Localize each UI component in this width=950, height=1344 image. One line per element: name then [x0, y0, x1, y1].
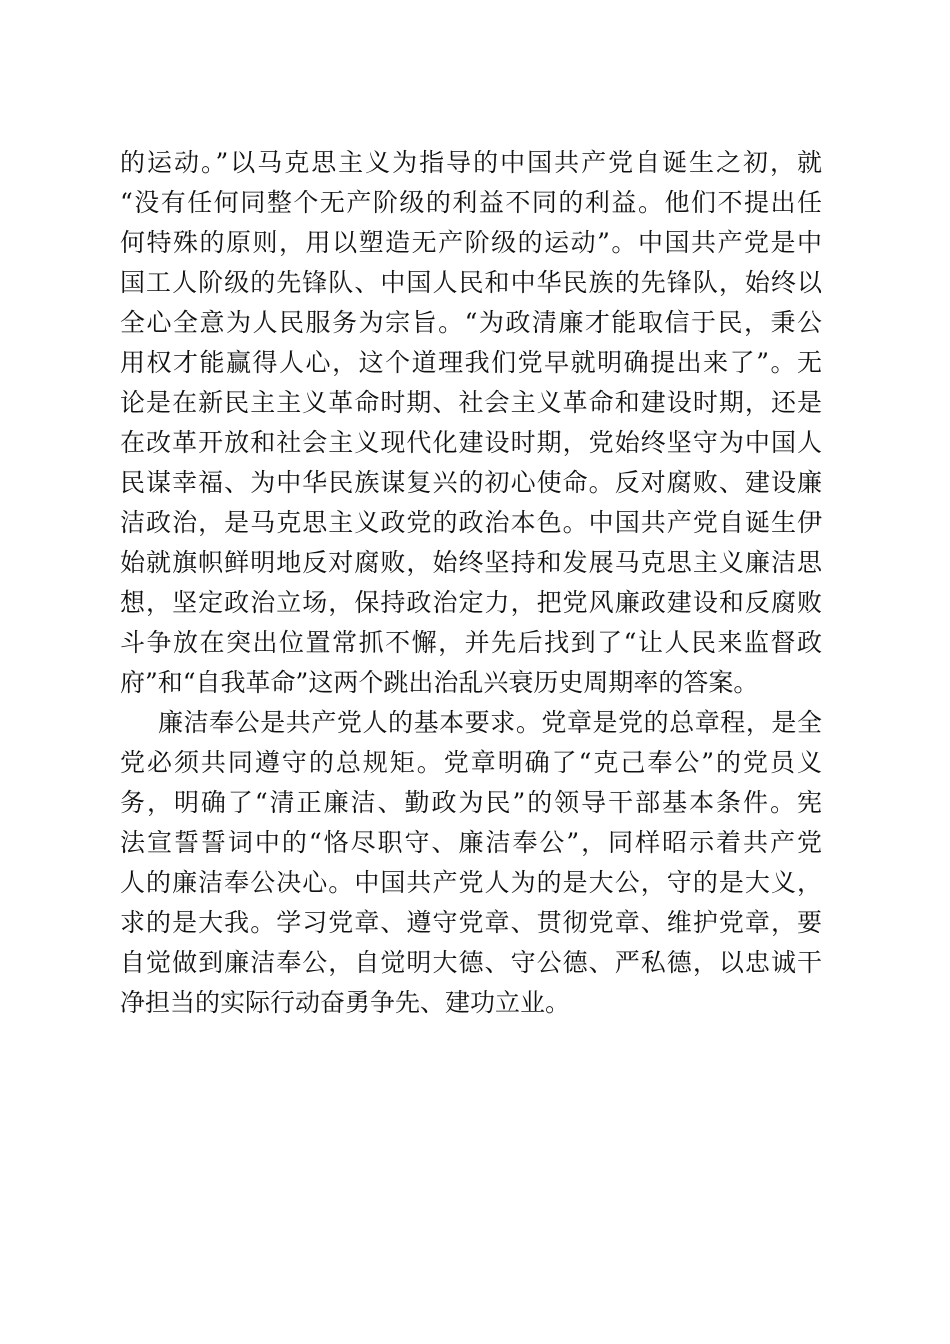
text-line: 净担当的实际行动奋勇争先、建功立业。 — [120, 988, 571, 1017]
text-line: 府”和“自我革命”这两个跳出治乱兴衰历史周期率的答案。 — [120, 668, 759, 697]
paragraph-2 — [120, 703, 822, 1023]
text-line: 想，坚定政治立场，保持政治定力，把党风廉政建设和反腐败 — [120, 588, 822, 617]
text-line: 求的是大我。学习党章、遵守党章、贯彻党章、维护党章，要 — [120, 908, 822, 937]
text-line: 用权才能赢得人心，这个道理我们党早就明确提出来了”。无 — [120, 348, 822, 377]
paragraph-1 — [120, 143, 822, 703]
text-line: 斗争放在突出位置常抓不懈，并先后找到了“让人民来监督政 — [120, 628, 822, 657]
text-line: 在改革开放和社会主义现代化建设时期，党始终坚守为中国人 — [120, 428, 822, 457]
text-line: 洁政治，是马克思主义政党的政治本色。中国共产党自诞生伊 — [120, 508, 822, 537]
text-line: 全心全意为人民服务为宗旨。“为政清廉才能取信于民，秉公 — [120, 308, 822, 337]
text-line: 始就旗帜鲜明地反对腐败，始终坚持和发展马克思主义廉洁思 — [120, 548, 822, 577]
text-line: 自觉做到廉洁奉公，自觉明大德、守公德、严私德，以忠诚干 — [120, 948, 822, 977]
body-text — [120, 143, 822, 1023]
text-line: 何特殊的原则，用以塑造无产阶级的运动”。中国共产党是中 — [120, 228, 822, 257]
text-line: 党必须共同遵守的总规矩。党章明确了“克己奉公”的党员义 — [120, 748, 822, 777]
text-line: 论是在新民主主义革命时期、社会主义革命和建设时期，还是 — [120, 388, 822, 417]
text-line: 国工人阶级的先锋队、中国人民和中华民族的先锋队，始终以 — [120, 268, 822, 297]
text-line: 民谋幸福、为中华民族谋复兴的初心使命。反对腐败、建设廉 — [120, 468, 822, 497]
text-line: 人的廉洁奉公决心。中国共产党人为的是大公，守的是大义， — [120, 868, 822, 897]
text-line: 廉洁奉公是共产党人的基本要求。党章是党的总章程，是全 — [158, 708, 822, 737]
text-line: 法宣誓誓词中的“恪尽职守、廉洁奉公”，同样昭示着共产党 — [120, 828, 822, 857]
text-line: “没有任何同整个无产阶级的利益不同的利益。他们不提出任 — [120, 188, 822, 217]
text-line: 务，明确了“清正廉洁、勤政为民”的领导干部基本条件。宪 — [120, 788, 822, 817]
text-line: 的运动。”以马克思主义为指导的中国共产党自诞生之初，就 — [120, 148, 822, 177]
